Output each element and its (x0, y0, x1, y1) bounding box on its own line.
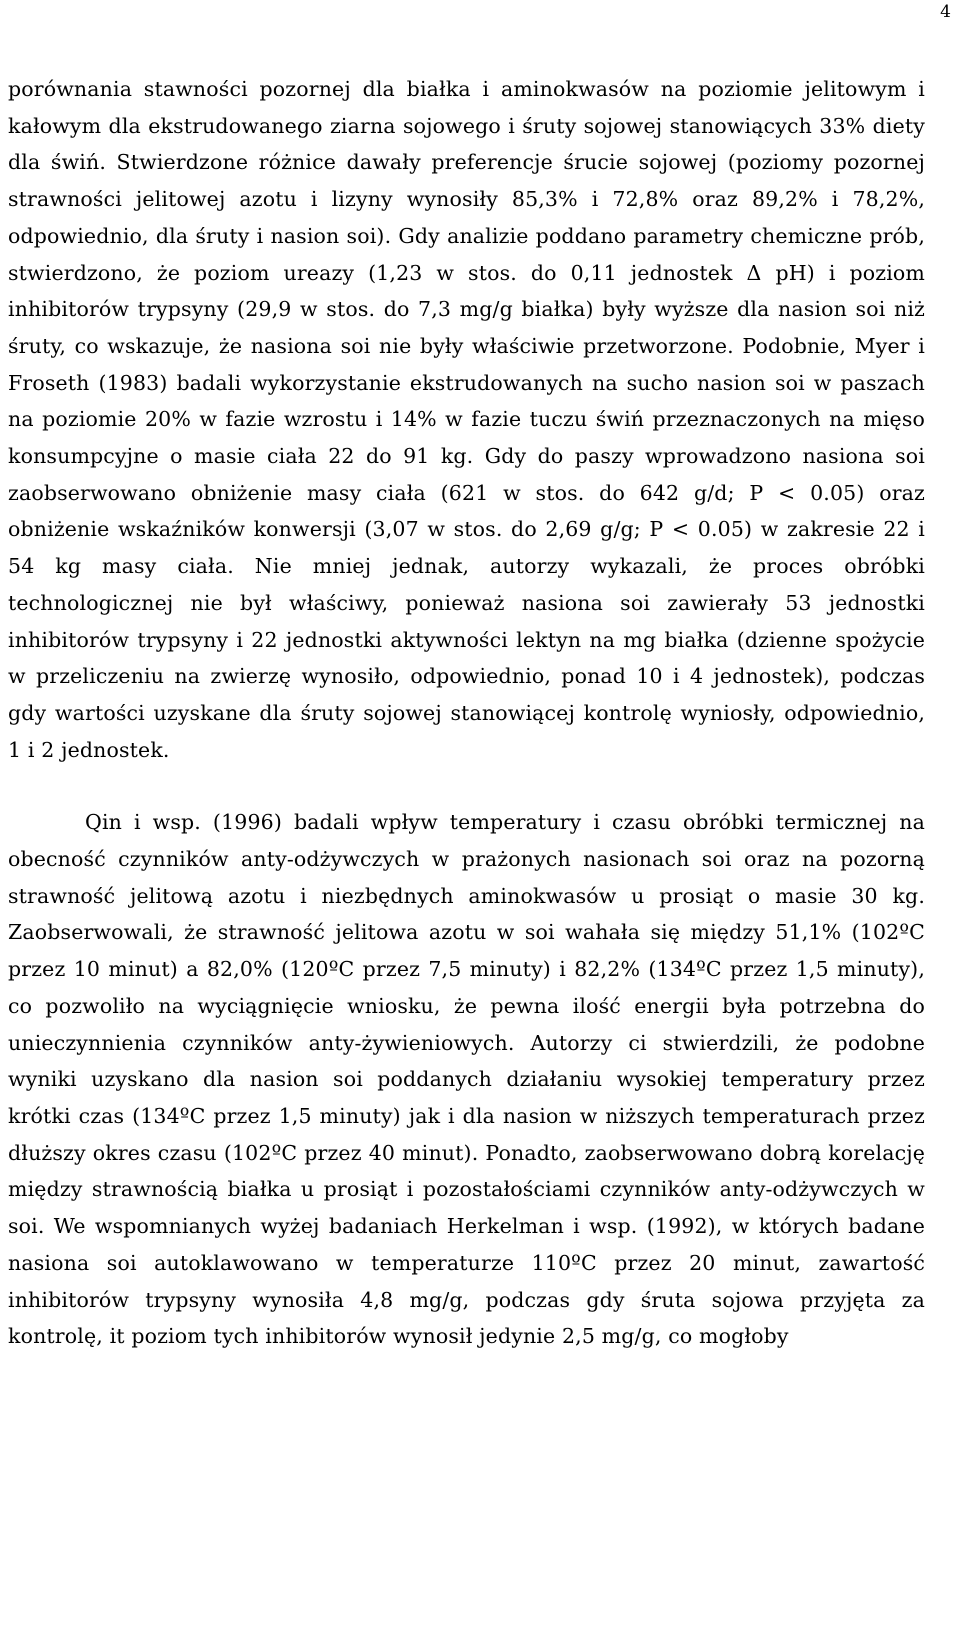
page-number: 4 (940, 2, 951, 22)
document-body (8, 71, 925, 1355)
body-paragraph: porównania stawności pozornej dla białka i aminokwasów na poziomie jelitowym i kałowym dla ekstrudowanego ziarna sojowego i śruty sojowej stanowiących 33% diety dla świń. Stwierdzone różnice dawały preferencje śrucie sojowej (poziomy pozornej strawności jelitowej azotu i lizyny wynosiły 85,3% i 72,8% oraz 89,2% i 78,2%, odpowiednio, dla śruty i nasion soi). Gdy analizie poddano parametry chemiczne prób, stwierdzono, że poziom ureazy (1,23 w stos. do 0,11 jednostek Δ pH) i poziom inhibitorów trypsyny (29,9 w stos. do 7,3 mg/g białka) były wyższe dla nasion soi niż śruty, co wskazuje, że nasiona soi nie były właściwie przetworzone. Podobnie, Myer i Froseth (1983) badali wykorzystanie ekstrudowanych na sucho nasion soi w paszach na poziomie 20% w fazie wzrostu i 14% w fazie tuczu świń przeznaczonych na mięso konsumpcyjne o masie ciała 22 do 91 kg. Gdy do paszy wprowadzono nasiona soi zaobserwowano obniżenie masy ciała (621 w stos. do 642 g/d; P < 0.05) oraz obniżenie wskaźników konwersji (3,07 w stos. do 2,69 g/g; P < 0.05) w zakresie 22 i 54 kg masy ciała. Nie mniej jednak, autorzy wykazali, że proces obróbki technologicznej nie był właściwy, ponieważ nasiona soi zawierały 53 jednostki inhibitorów trypsyny i 22 jednostki aktywności lektyn na mg białka (dzienne spożycie w przeliczeniu na zwierzę wynosiło, odpowiednio, ponad 10 i 4 jednostek), podczas gdy wartości uzyskane dla śruty sojowej stanowiącej kontrolę wyniosły, odpowiednio, 1 i 2 jednostek. (8, 77, 925, 762)
body-paragraph: Qin i wsp. (1996) badali wpływ temperatury i czasu obróbki termicznej na obecność czynników anty-odżywczych w prażonych nasionach soi oraz na pozorną strawność jelitową azotu i niezbędnych aminokwasów u prosiąt o masie 30 kg. Zaobserwowali, że strawność jelitowa azotu w soi wahała się między 51,1% (102ºC przez 10 minut) a 82,0% (120ºC przez 7,5 minuty) i 82,2% (134ºC przez 1,5 minuty), co pozwoliło na wyciągnięcie wniosku, że pewna ilość energii była potrzebna do unieczynnienia czynników anty-żywieniowych. Autorzy ci stwierdzili, że podobne wyniki uzyskano dla nasion soi poddanych działaniu wysokiej temperatury przez krótki czas (134ºC przez 1,5 minuty) jak i dla nasion w niższych temperaturach przez dłuższy okres czasu (102ºC przez 40 minut). Ponadto, zaobserwowano dobrą korelację między strawnością białka u prosiąt i pozostałościami czynników anty-odżywczych w soi. We wspomnianych wyżej badaniach Herkelman i wsp. (1992), w których badane nasiona soi autoklawowano w temperaturze 110ºC przez 20 minut, zawartość inhibitorów trypsyny wynosiła 4,8 mg/g, podczas gdy śruta sojowa przyjęta za kontrolę, it poziom tych inhibitorów wynosił jedynie 2,5 mg/g, co mogłoby (8, 810, 925, 1349)
